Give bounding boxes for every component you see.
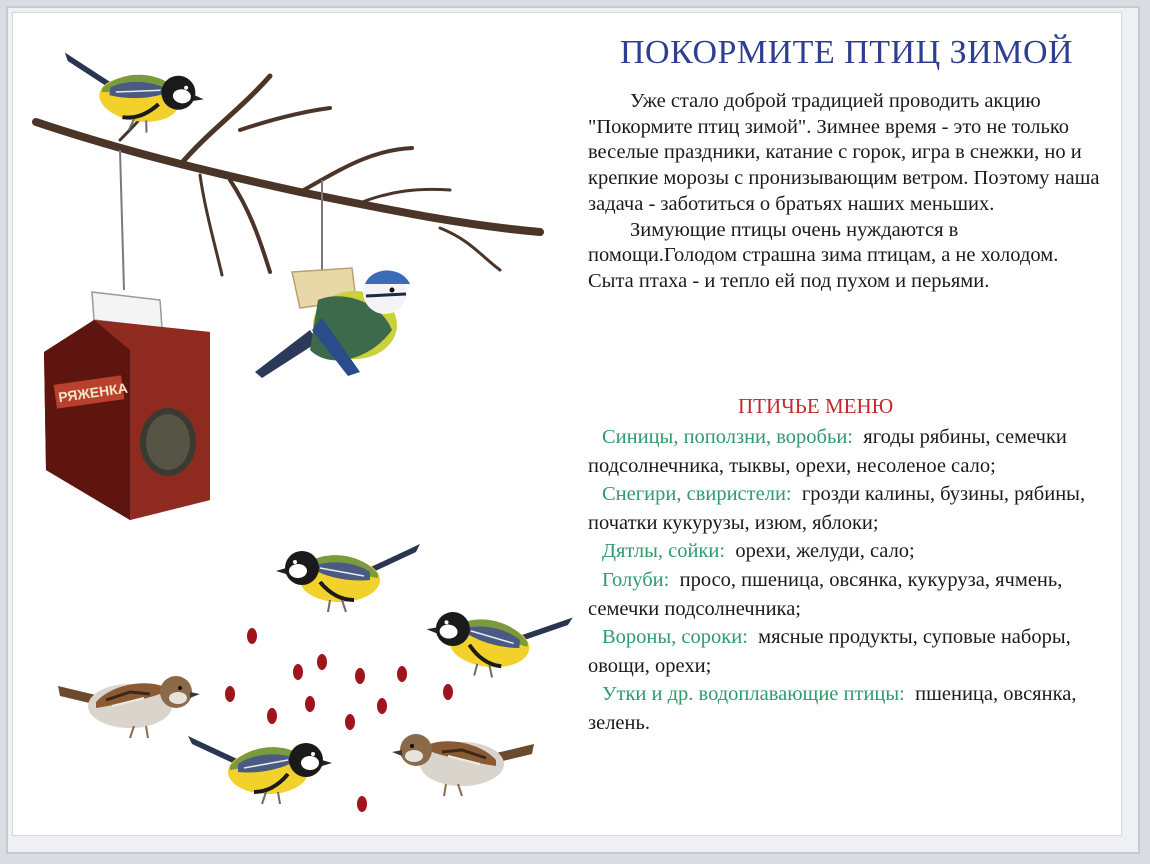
menu-item-birds: Снегири, свиристели: [602,483,792,506]
menu-item [588,480,1108,537]
carton-feeder [44,292,210,520]
menu-item-food: ягоды рябины, семечки подсолнечника, тыквы, орехи, несоленое сало; [588,426,1067,477]
bird-menu [588,423,1108,738]
tit-on-branch [55,53,207,140]
feeder-label: РЯЖЕНКА [57,379,129,406]
menu-item [588,623,1108,680]
intro-text [588,89,1108,295]
page-title: ПОКОРМИТЕ ПТИЦ ЗИМОЙ [620,34,1074,71]
menu-item [588,423,1108,480]
intro-paragraph-2: Зимующие птицы очень нуждаются в помощи.Голодом страшна зима птицам, а не холодом. Сыта птаха - и тепло ей под пухом и перьями. [588,218,1059,292]
menu-item [588,566,1108,623]
menu-item-birds: Вороны, сороки: [602,626,748,649]
sparrow-right [392,734,534,796]
menu-title: ПТИЧЬЕ МЕНЮ [738,394,894,418]
intro-paragraph-1: Уже стало доброй традицией проводить акцию "Покормите птиц зимой". Зимнее время - это не только веселые праздники, катание с горок, игра в снежки, но и крепкие морозы с пронизывающим ветром. Поэтому наша задача - заботиться о братьях наших меньших. [588,90,1100,215]
menu-item [588,537,1108,566]
sparrow-left [58,676,200,738]
menu-item-birds: Утки и др. водоплавающие птицы: [602,683,905,706]
tit-ground-bottom [188,736,332,804]
menu-item-birds: Синицы, поползни, воробьи: [602,426,854,448]
menu-item [588,680,1108,737]
tit-ground-right [422,602,572,685]
menu-item-food: орехи, желуди, сало; [735,540,915,563]
menu-item-birds: Голуби: [602,568,670,591]
menu-item-food: пшеница, овсянка, зелень. [588,683,1077,734]
menu-item-food: грозди калины, бузины, рябины, початки кукурузы, изюм, яблоки; [588,483,1086,534]
menu-item-food: мясные продукты, суповые наборы, овощи, орехи; [588,626,1071,677]
tit-ground-top [276,544,420,612]
feeder-string [120,150,124,290]
menu-item-food: просо, пшеница, овсянка, кукуруза, ячмень, семечки подсолнечника; [588,568,1063,620]
menu-item-birds: Дятлы, сойки: [602,540,726,563]
